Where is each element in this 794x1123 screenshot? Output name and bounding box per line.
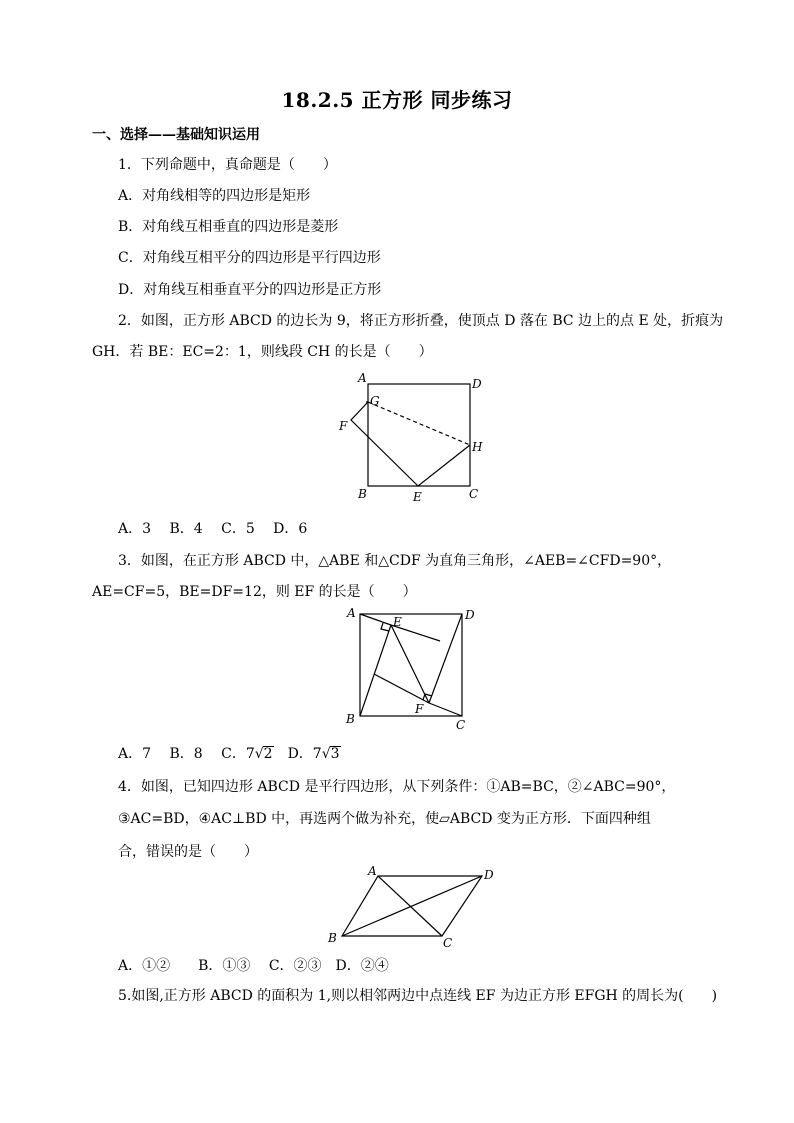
- q4-stem-line2: ③AC=BD，④AC⊥BD 中，再选两个做为补充，使▱ABCD 变为正方形．下面四种组: [118, 811, 651, 827]
- q3-option-d: D．7: [273, 746, 322, 762]
- q2-label-c: C: [469, 487, 479, 501]
- q2-folded-edge: [351, 402, 470, 486]
- q2-label-e: E: [413, 490, 422, 504]
- q1-option-a: A．对角线相等的四边形是矩形: [118, 188, 311, 204]
- q2-label-f: F: [339, 419, 348, 433]
- q3-options-prefix: A．7 B．8 C．7: [118, 746, 255, 762]
- q2-stem-line2: GH．若 BE：EC=2：1，则线段 CH 的长是（ ）: [92, 344, 433, 360]
- q4-label-b: B: [328, 931, 337, 945]
- q4-label-c: C: [443, 936, 453, 950]
- sqrt-icon: √: [321, 746, 331, 762]
- q3-label-b: B: [346, 712, 355, 726]
- q3-sqrt-c: 2: [263, 746, 273, 762]
- q4-diagonal-ac: [378, 876, 442, 936]
- q3-stem-line2: AE=CF=5，BE=DF=12，则 EF 的长是（ ）: [92, 584, 417, 600]
- q1-option-c: C．对角线互相平分的四边形是平行四边形: [118, 250, 381, 266]
- q2-label-a: A: [358, 371, 367, 385]
- section-heading: 一、选择——基础知识运用: [92, 127, 260, 143]
- q2-options: A．3 B．4 C．5 D．6: [118, 521, 308, 537]
- q2-stem-line1: 2．如图，正方形 ABCD 的边长为 9，将正方形折叠，使顶点 D 落在 BC 边上的点 E 处，折痕为: [118, 313, 724, 329]
- q2-square-abcd: [368, 384, 470, 486]
- q3-options: [118, 744, 341, 764]
- q3-label-c: C: [456, 718, 466, 730]
- sqrt-icon: √: [254, 746, 264, 762]
- q4-diagonal-bd: [342, 876, 482, 936]
- q2-label-h: H: [472, 440, 483, 454]
- q4-label-a: A: [368, 864, 377, 878]
- q2-figure: [330, 370, 490, 510]
- q3-label-d: D: [465, 608, 475, 622]
- q4-label-d: D: [484, 868, 494, 882]
- q2-label-g: G: [370, 394, 380, 408]
- q3-label-e: E: [393, 615, 402, 629]
- q4-stem-line3: 合，错误的是（ ）: [118, 844, 258, 860]
- q4-figure: [322, 862, 502, 954]
- q3-figure: [340, 604, 475, 730]
- q3-segment-ef: [391, 625, 429, 703]
- q2-label-d: D: [472, 377, 482, 391]
- q3-label-f: F: [415, 702, 424, 716]
- q2-label-b: B: [358, 487, 367, 501]
- q3-label-a: A: [347, 606, 356, 620]
- q3-stem-line1: 3．如图，在正方形 ABCD 中，△ABE 和△CDF 为直角三角形，∠AEB=∠CFD=90°，: [118, 553, 672, 569]
- q1-stem: 1．下列命题中，真命题是（ ）: [118, 157, 337, 173]
- q4-options: A．①② B．①③ C．②③ D．②④: [118, 958, 389, 974]
- q5-stem: 5.如图,正方形 ABCD 的面积为 1,则以相邻两边中点连线 EF 为边正方形 EFGH 的周长为( ): [118, 988, 718, 1004]
- q1-option-b: B．对角线互相垂直的四边形是菱形: [118, 219, 339, 235]
- q2-fold-line-gh: [368, 402, 470, 445]
- page-title: 18.2.5 正方形 同步练习: [281, 88, 513, 112]
- q3-sqrt-d: 3: [330, 746, 340, 762]
- q1-option-d: D．对角线互相垂直平分的四边形是正方形: [118, 282, 382, 298]
- q4-stem-line1: 4．如图，已知四边形 ABCD 是平行四边形，从下列条件：①AB=BC，②∠ABC=90°，: [118, 779, 676, 795]
